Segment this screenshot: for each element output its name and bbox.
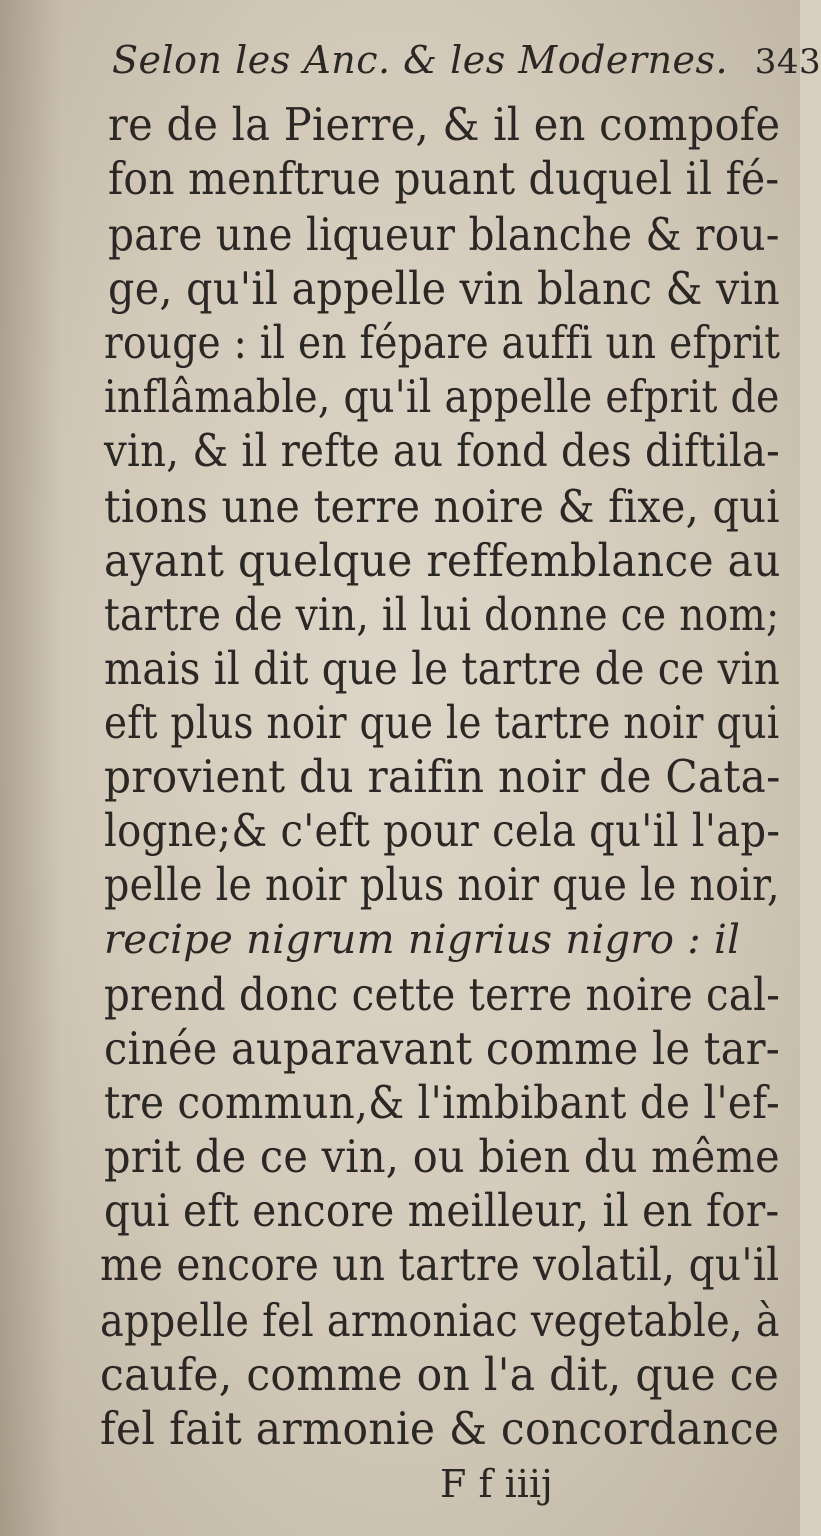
text-line: prend donc cette terre noire cal- [104,968,781,1021]
text-line: caufe, comme on l'a dit, que ce [100,1348,780,1401]
signature-mark: F f iiij [440,1462,553,1506]
text-line: inflâmable, qu'il appelle efprit de [104,370,780,423]
text-line: me encore un tartre volatil, qu'il [100,1238,780,1291]
text-line: pare une liqueur blanche & rou- [108,208,780,261]
text-line: vin, & il refte au fond des diftila- [104,424,781,477]
text-line: fel fait armonie & concordance [100,1402,780,1455]
text-line: appelle fel armoniac vegetable, à [100,1294,780,1347]
text-line: rouge : il en fépare auffi un efprit [104,316,781,369]
page-number: 343 [754,42,821,82]
text-line: tre commun,& l'imbibant de l'ef- [104,1076,780,1129]
text-line: logne;& c'eft pour cela qu'il l'ap- [104,804,781,857]
text-line: qui eft encore meilleur, il en for- [104,1184,780,1237]
text-line: tions une terre noire & fixe, qui [104,480,780,533]
running-head-title: Selon les Anc. & les Modernes. [112,38,729,82]
text-line-latin: recipe nigrum nigrius nigro : il [104,917,741,963]
text-line: tartre de vin, il lui donne ce nom; [104,588,780,641]
text-line: cinée auparavant comme le tar- [104,1022,781,1075]
text-line: mais il dit que le tartre de ce vin [104,642,781,695]
text-line: eft plus noir que le tartre noir qui [104,696,780,749]
text-line: fon menftrue puant duquel il fé- [108,152,780,205]
text-line: re de la Pierre, & il en compofe [108,98,781,151]
text-line: ayant quelque reffemblance au [104,534,781,587]
text-line: ge, qu'il appelle vin blanc & vin [108,262,780,315]
text-line: prit de ce vin, ou bien du même [104,1130,780,1183]
text-line: provient du raifin noir de Cata- [104,750,781,803]
text-line: pelle le noir plus noir que le noir, [104,858,780,911]
